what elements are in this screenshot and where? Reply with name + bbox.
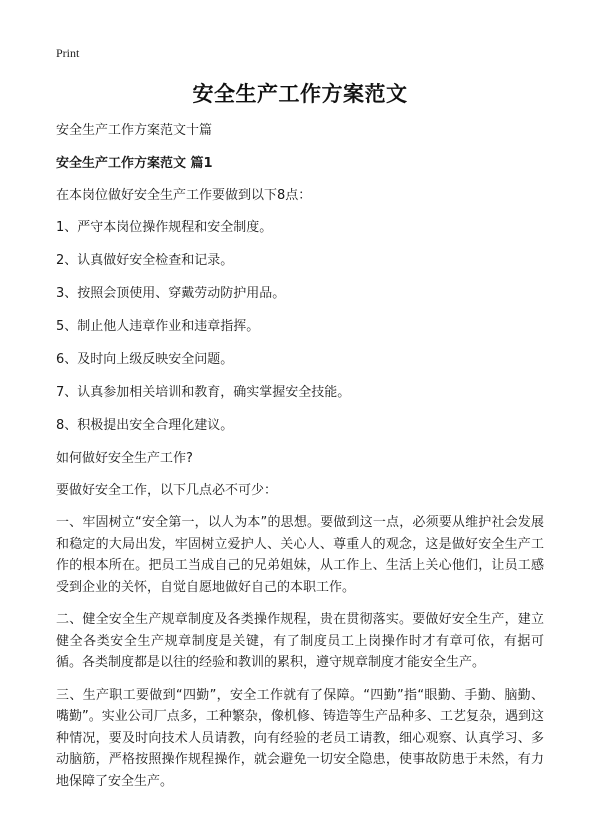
list-item: 7、认真参加相关培训和教育，确实掌握安全技能。 (56, 385, 351, 400)
list-item: 8、积极提出安全合理化建议。 (56, 418, 234, 433)
page-title: 安全生产工作方案范文 (192, 82, 408, 106)
answer-intro-text: 要做好安全工作，以下几点必不可少： (56, 483, 278, 498)
list-item: 5、制止他人违章作业和违章指挥。 (56, 319, 260, 334)
list-item: 3、按照会顶使用、穿戴劳动防护用品。 (56, 286, 286, 301)
intro-text: 在本岗位做好安全生产工作要做到以下8点： (56, 188, 312, 203)
paragraph-1: 一、牢固树立“安全第一，以人为本”的思想。要做到这一点，必须要从维护社会发展和稳定的大局出发，牢固树立爱护人、关心人、尊重人的观念，这是做好安全生产工作的根本所在。把员工当成自己的兄弟姐妹，从工作上、生活上关心他们，让员工感受到企业的关怀，自觉自愿地做好自己的本职工作。 (56, 515, 544, 595)
paragraph-2: 二、健全安全生产规章制度及各类操作规程，贵在贯彻落实。要做好安全生产，建立健全各类安全生产规章制度是关键，有了制度员工上岗操作时才有章可依，有据可循。各类制度都是以往的经验和教训的累积，遵守规章制度才能安全生产。 (56, 612, 544, 670)
list-item: 2、认真做好安全检查和记录。 (56, 253, 234, 268)
list-item: 1、严守本岗位操作规程和安全制度。 (56, 220, 273, 235)
print-label: Print (56, 46, 80, 60)
question-text: 如何做好安全生产工作? (56, 451, 193, 466)
document-body (56, 120, 544, 803)
section-heading: 安全生产工作方案范文 篇1 (56, 156, 213, 171)
paragraph-3: 三、生产职工要做到“四勤”，安全工作就有了保障。“四勤”指“眼勤、手勤、脑勤、嘴勤”。实业公司厂点多，工种繁杂，像机修、铸造等生产品种多、工艺复杂，遇到这种情况，要及时向技术人员请教，向有经验的老员工请教，细心观察、认真学习、多动脑筋，严格按照操作规程操作，就会避免一切安全隐患，使事故防患于未然，有力地保障了安全生产。 (56, 687, 544, 789)
document-subtitle: 安全生产工作方案范文十篇 (56, 123, 213, 138)
list-item: 6、及时向上级反映安全问题。 (56, 352, 234, 367)
